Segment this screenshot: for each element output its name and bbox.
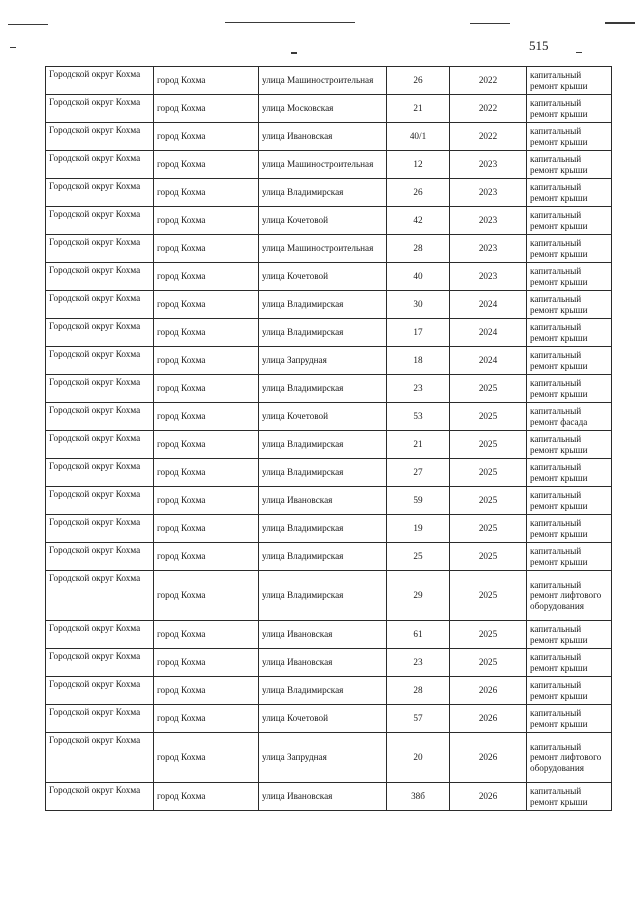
street-cell: улица Владимирская	[259, 515, 387, 543]
table-row	[46, 179, 612, 207]
district-cell: Городской округ Кохма	[46, 207, 154, 235]
house-number-cell: 26	[387, 67, 450, 95]
street-cell: улица Кочетовой	[259, 207, 387, 235]
scan-mark	[8, 24, 48, 25]
work-type-cell: капитальный ремонт крыши	[527, 621, 612, 649]
city-cell: город Кохма	[154, 375, 259, 403]
table-row	[46, 151, 612, 179]
work-type-cell: капитальный ремонт крыши	[527, 515, 612, 543]
work-type-cell: капитальный ремонт крыши	[527, 207, 612, 235]
work-type-cell: капитальный ремонт крыши	[527, 319, 612, 347]
street-cell: улица Ивановская	[259, 649, 387, 677]
table-row	[46, 347, 612, 375]
work-type-cell: капитальный ремонт крыши	[527, 487, 612, 515]
work-type-cell: капитальный ремонт крыши	[527, 235, 612, 263]
street-cell: улица Владимирская	[259, 179, 387, 207]
city-cell: город Кохма	[154, 459, 259, 487]
table-row	[46, 291, 612, 319]
house-number-cell: 17	[387, 319, 450, 347]
year-cell: 2025	[450, 515, 527, 543]
housing-repair-table	[45, 66, 612, 811]
district-cell: Городской округ Кохма	[46, 677, 154, 705]
district-cell: Городской округ Кохма	[46, 263, 154, 291]
page-number: 515	[529, 38, 549, 53]
table-row	[46, 543, 612, 571]
street-cell: улица Ивановская	[259, 123, 387, 151]
table-row	[46, 487, 612, 515]
table-row	[46, 571, 612, 621]
city-cell: город Кохма	[154, 571, 259, 621]
district-cell: Городской округ Кохма	[46, 403, 154, 431]
city-cell: город Кохма	[154, 291, 259, 319]
house-number-cell: 38б	[387, 783, 450, 811]
work-type-cell: капитальный ремонт крыши	[527, 347, 612, 375]
work-type-cell: капитальный ремонт лифтового оборудования	[527, 571, 612, 621]
street-cell: улица Ивановская	[259, 783, 387, 811]
city-cell: город Кохма	[154, 733, 259, 783]
city-cell: город Кохма	[154, 403, 259, 431]
city-cell: город Кохма	[154, 235, 259, 263]
work-type-cell: капитальный ремонт крыши	[527, 677, 612, 705]
year-cell: 2026	[450, 783, 527, 811]
district-cell: Городской округ Кохма	[46, 733, 154, 783]
house-number-cell: 19	[387, 515, 450, 543]
house-number-cell: 27	[387, 459, 450, 487]
year-cell: 2023	[450, 263, 527, 291]
house-number-cell: 28	[387, 677, 450, 705]
work-type-cell: капитальный ремонт крыши	[527, 179, 612, 207]
street-cell: улица Владимирская	[259, 459, 387, 487]
table-row	[46, 705, 612, 733]
table-row	[46, 677, 612, 705]
city-cell: город Кохма	[154, 179, 259, 207]
table-row	[46, 515, 612, 543]
district-cell: Городской округ Кохма	[46, 705, 154, 733]
street-cell: улица Машиностроительная	[259, 235, 387, 263]
scan-mark	[291, 52, 297, 54]
table-row	[46, 733, 612, 783]
year-cell: 2025	[450, 543, 527, 571]
year-cell: 2023	[450, 151, 527, 179]
street-cell: улица Ивановская	[259, 621, 387, 649]
street-cell: улица Кочетовой	[259, 705, 387, 733]
work-type-cell: капитальный ремонт крыши	[527, 291, 612, 319]
table-row	[46, 67, 612, 95]
street-cell: улица Московская	[259, 95, 387, 123]
city-cell: город Кохма	[154, 621, 259, 649]
work-type-cell: капитальный ремонт крыши	[527, 649, 612, 677]
city-cell: город Кохма	[154, 123, 259, 151]
city-cell: город Кохма	[154, 543, 259, 571]
scan-mark	[10, 47, 16, 48]
street-cell: улица Владимирская	[259, 677, 387, 705]
city-cell: город Кохма	[154, 649, 259, 677]
district-cell: Городской округ Кохма	[46, 151, 154, 179]
year-cell: 2025	[450, 431, 527, 459]
work-type-cell: капитальный ремонт крыши	[527, 151, 612, 179]
house-number-cell: 21	[387, 95, 450, 123]
district-cell: Городской округ Кохма	[46, 543, 154, 571]
city-cell: город Кохма	[154, 67, 259, 95]
table-row	[46, 95, 612, 123]
street-cell: улица Запрудная	[259, 733, 387, 783]
city-cell: город Кохма	[154, 705, 259, 733]
year-cell: 2022	[450, 95, 527, 123]
street-cell: улица Кочетовой	[259, 263, 387, 291]
year-cell: 2024	[450, 291, 527, 319]
table-row	[46, 403, 612, 431]
district-cell: Городской округ Кохма	[46, 649, 154, 677]
table-row	[46, 207, 612, 235]
district-cell: Городской округ Кохма	[46, 347, 154, 375]
table-row	[46, 431, 612, 459]
house-number-cell: 30	[387, 291, 450, 319]
district-cell: Городской округ Кохма	[46, 235, 154, 263]
work-type-cell: капитальный ремонт крыши	[527, 67, 612, 95]
year-cell: 2024	[450, 347, 527, 375]
district-cell: Городской округ Кохма	[46, 621, 154, 649]
house-number-cell: 25	[387, 543, 450, 571]
house-number-cell: 42	[387, 207, 450, 235]
house-number-cell: 18	[387, 347, 450, 375]
house-number-cell: 21	[387, 431, 450, 459]
table-row	[46, 783, 612, 811]
district-cell: Городской округ Кохма	[46, 95, 154, 123]
scan-mark	[605, 22, 635, 24]
year-cell: 2022	[450, 123, 527, 151]
street-cell: улица Запрудная	[259, 347, 387, 375]
work-type-cell: капитальный ремонт крыши	[527, 375, 612, 403]
house-number-cell: 12	[387, 151, 450, 179]
house-number-cell: 26	[387, 179, 450, 207]
year-cell: 2025	[450, 403, 527, 431]
district-cell: Городской округ Кохма	[46, 319, 154, 347]
year-cell: 2026	[450, 705, 527, 733]
table-row	[46, 459, 612, 487]
table-row	[46, 263, 612, 291]
year-cell: 2025	[450, 621, 527, 649]
house-number-cell: 23	[387, 649, 450, 677]
table-row	[46, 319, 612, 347]
city-cell: город Кохма	[154, 347, 259, 375]
year-cell: 2023	[450, 235, 527, 263]
table-row	[46, 621, 612, 649]
work-type-cell: капитальный ремонт крыши	[527, 459, 612, 487]
district-cell: Городской округ Кохма	[46, 459, 154, 487]
district-cell: Городской округ Кохма	[46, 783, 154, 811]
year-cell: 2025	[450, 571, 527, 621]
city-cell: город Кохма	[154, 95, 259, 123]
year-cell: 2025	[450, 375, 527, 403]
work-type-cell: капитальный ремонт крыши	[527, 431, 612, 459]
table-row	[46, 375, 612, 403]
work-type-cell: капитальный ремонт крыши	[527, 705, 612, 733]
year-cell: 2025	[450, 649, 527, 677]
year-cell: 2024	[450, 319, 527, 347]
district-cell: Городской округ Кохма	[46, 431, 154, 459]
scan-mark	[225, 22, 355, 23]
work-type-cell: капитальный ремонт крыши	[527, 263, 612, 291]
year-cell: 2025	[450, 459, 527, 487]
house-number-cell: 59	[387, 487, 450, 515]
year-cell: 2026	[450, 733, 527, 783]
table-row	[46, 235, 612, 263]
year-cell: 2025	[450, 487, 527, 515]
table-row	[46, 649, 612, 677]
district-cell: Городской округ Кохма	[46, 515, 154, 543]
table-row	[46, 123, 612, 151]
district-cell: Городской округ Кохма	[46, 487, 154, 515]
house-number-cell: 40	[387, 263, 450, 291]
street-cell: улица Владимирская	[259, 291, 387, 319]
district-cell: Городской округ Кохма	[46, 67, 154, 95]
house-number-cell: 29	[387, 571, 450, 621]
city-cell: город Кохма	[154, 431, 259, 459]
street-cell: улица Владимирская	[259, 431, 387, 459]
street-cell: улица Владимирская	[259, 543, 387, 571]
year-cell: 2022	[450, 67, 527, 95]
work-type-cell: капитальный ремонт крыши	[527, 783, 612, 811]
district-cell: Городской округ Кохма	[46, 375, 154, 403]
district-cell: Городской округ Кохма	[46, 571, 154, 621]
house-number-cell: 61	[387, 621, 450, 649]
city-cell: город Кохма	[154, 207, 259, 235]
house-number-cell: 20	[387, 733, 450, 783]
year-cell: 2026	[450, 677, 527, 705]
street-cell: улица Машиностроительная	[259, 151, 387, 179]
house-number-cell: 53	[387, 403, 450, 431]
year-cell: 2023	[450, 207, 527, 235]
street-cell: улица Владимирская	[259, 319, 387, 347]
work-type-cell: капитальный ремонт крыши	[527, 123, 612, 151]
city-cell: город Кохма	[154, 677, 259, 705]
house-number-cell: 23	[387, 375, 450, 403]
street-cell: улица Машиностроительная	[259, 67, 387, 95]
street-cell: улица Ивановская	[259, 487, 387, 515]
year-cell: 2023	[450, 179, 527, 207]
city-cell: город Кохма	[154, 783, 259, 811]
street-cell: улица Владимирская	[259, 571, 387, 621]
city-cell: город Кохма	[154, 319, 259, 347]
work-type-cell: капитальный ремонт лифтового оборудования	[527, 733, 612, 783]
district-cell: Городской округ Кохма	[46, 123, 154, 151]
district-cell: Городской округ Кохма	[46, 291, 154, 319]
city-cell: город Кохма	[154, 263, 259, 291]
house-number-cell: 57	[387, 705, 450, 733]
scan-mark	[576, 52, 582, 53]
work-type-cell: капитальный ремонт крыши	[527, 95, 612, 123]
street-cell: улица Владимирская	[259, 375, 387, 403]
scan-mark	[470, 23, 510, 24]
street-cell: улица Кочетовой	[259, 403, 387, 431]
house-number-cell: 28	[387, 235, 450, 263]
work-type-cell: капитальный ремонт крыши	[527, 543, 612, 571]
house-number-cell: 40/1	[387, 123, 450, 151]
work-type-cell: капитальный ремонт фасада	[527, 403, 612, 431]
city-cell: город Кохма	[154, 515, 259, 543]
city-cell: город Кохма	[154, 487, 259, 515]
city-cell: город Кохма	[154, 151, 259, 179]
district-cell: Городской округ Кохма	[46, 179, 154, 207]
